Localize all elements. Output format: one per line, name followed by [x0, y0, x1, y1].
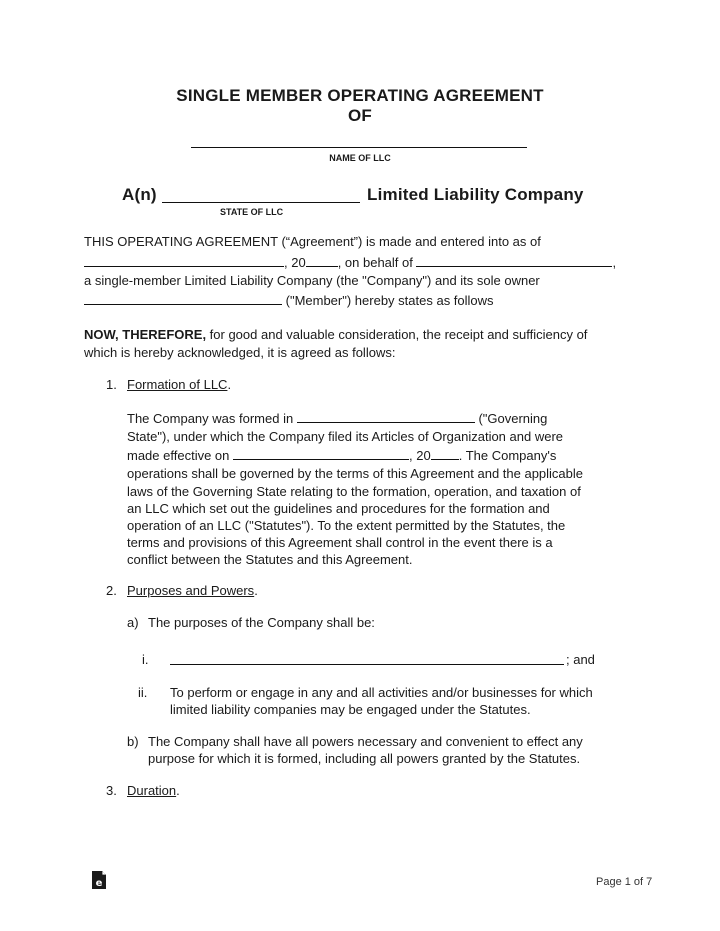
now-therefore-line1 — [84, 326, 587, 344]
now-therefore-rest: for good and valuable consideration, the receipt and sufficiency of — [206, 327, 588, 342]
intro-year-prefix: , 20 — [284, 255, 306, 270]
section1-number: 1. — [106, 377, 117, 392]
section2-b-line2: purpose for which it is formed, including all powers granted by the Statutes. — [148, 751, 581, 766]
date-blank[interactable] — [84, 254, 284, 267]
section2-i-label: i. — [142, 652, 149, 667]
section2-heading: Purposes and Powers — [127, 583, 255, 598]
section1-heading: Formation of LLC — [127, 377, 228, 392]
section1-line3 — [127, 447, 556, 465]
intro-line3: a single-member Limited Liability Company (the "Company") and its sole owner — [84, 273, 540, 288]
section2-heading-wrap: Purposes and Powers. — [127, 583, 258, 598]
section1-heading-wrap: Formation of LLC. — [127, 377, 232, 392]
section2-b-label: b) — [127, 734, 139, 749]
section1-line9: conflict between the Statutes and this Agreement. — [127, 552, 413, 567]
section1-line5: laws of the Governing State relating to the formation, operation, and taxation of — [127, 484, 581, 499]
page-number: Page 1 of 7 — [596, 876, 653, 888]
year-blank[interactable] — [306, 254, 338, 267]
section1-line4: operations shall be governed by the terms of this Agreement and the applicable — [127, 466, 584, 481]
effective-year-blank[interactable] — [431, 447, 459, 460]
section3-heading: Duration — [127, 783, 177, 798]
section1-companys: . The Company's — [458, 448, 557, 463]
section2-ii-label: ii. — [138, 685, 148, 700]
section1-line6: an LLC which set out the guidelines and procedures for the formation and — [127, 501, 550, 516]
section2-a-label: a) — [127, 615, 139, 630]
section1-formed-in: The Company was formed in — [127, 411, 294, 426]
section1-line2: State"), under which the Company filed its Articles of Organization and were — [127, 429, 564, 444]
llc-name-blank[interactable] — [191, 147, 527, 148]
intro-line4 — [84, 292, 494, 310]
section2-ii-line1: To perform or engage in any and all activities and/or businesses for which — [170, 685, 593, 700]
company-name-blank[interactable] — [416, 254, 612, 267]
purpose-blank[interactable] — [170, 664, 564, 665]
section1-line8: terms and provisions of this Agreement shall control in the event there is a — [127, 535, 553, 550]
section2-i-after: ; and — [566, 652, 595, 667]
intro-line2 — [84, 254, 616, 272]
section2-a-text: The purposes of the Company shall be: — [148, 615, 375, 630]
intro-comma: , — [612, 255, 617, 270]
section1-line1 — [127, 410, 547, 428]
section3-heading-wrap: Duration. — [127, 783, 180, 798]
state-blank[interactable] — [162, 202, 360, 203]
now-therefore-bold: NOW, THEREFORE, — [84, 327, 207, 342]
section1-line7: operation of an LLC ("Statutes"). To the extent permitted by the Statutes, the — [127, 518, 566, 533]
section1-governing: ("Governing — [478, 411, 548, 426]
section2-ii-line2: limited liability companies may be engaged under the Statutes. — [170, 702, 531, 717]
section1-effective-on: made effective on — [127, 448, 230, 463]
company-type: Limited Liability Company — [367, 185, 584, 204]
member-name-blank[interactable] — [84, 292, 282, 305]
now-therefore-line2: which is hereby acknowledged, it is agreed as follows: — [84, 345, 396, 360]
section3-number: 3. — [106, 783, 117, 798]
state-caption: STATE OF LLC — [220, 207, 284, 217]
section2-b-line1: The Company shall have all powers necessary and convenient to effect any — [148, 734, 583, 749]
effective-date-blank[interactable] — [233, 447, 409, 460]
eforms-logo-icon — [91, 870, 107, 890]
intro-line1: THIS OPERATING AGREEMENT (“Agreement”) is made and entered into as of — [84, 234, 541, 249]
name-caption: NAME OF LLC — [329, 153, 391, 163]
intro-on-behalf: , on behalf of — [337, 255, 413, 270]
svg-text:e: e — [95, 878, 103, 889]
an-prefix: A(n) — [122, 185, 157, 204]
governing-state-blank[interactable] — [297, 410, 475, 423]
document-title: SINGLE MEMBER OPERATING AGREEMENT — [176, 86, 544, 105]
document-title-of: OF — [347, 106, 372, 125]
section1-year-prefix: , 20 — [409, 448, 431, 463]
intro-member-text: ("Member") hereby states as follows — [285, 293, 494, 308]
section2-number: 2. — [106, 583, 117, 598]
